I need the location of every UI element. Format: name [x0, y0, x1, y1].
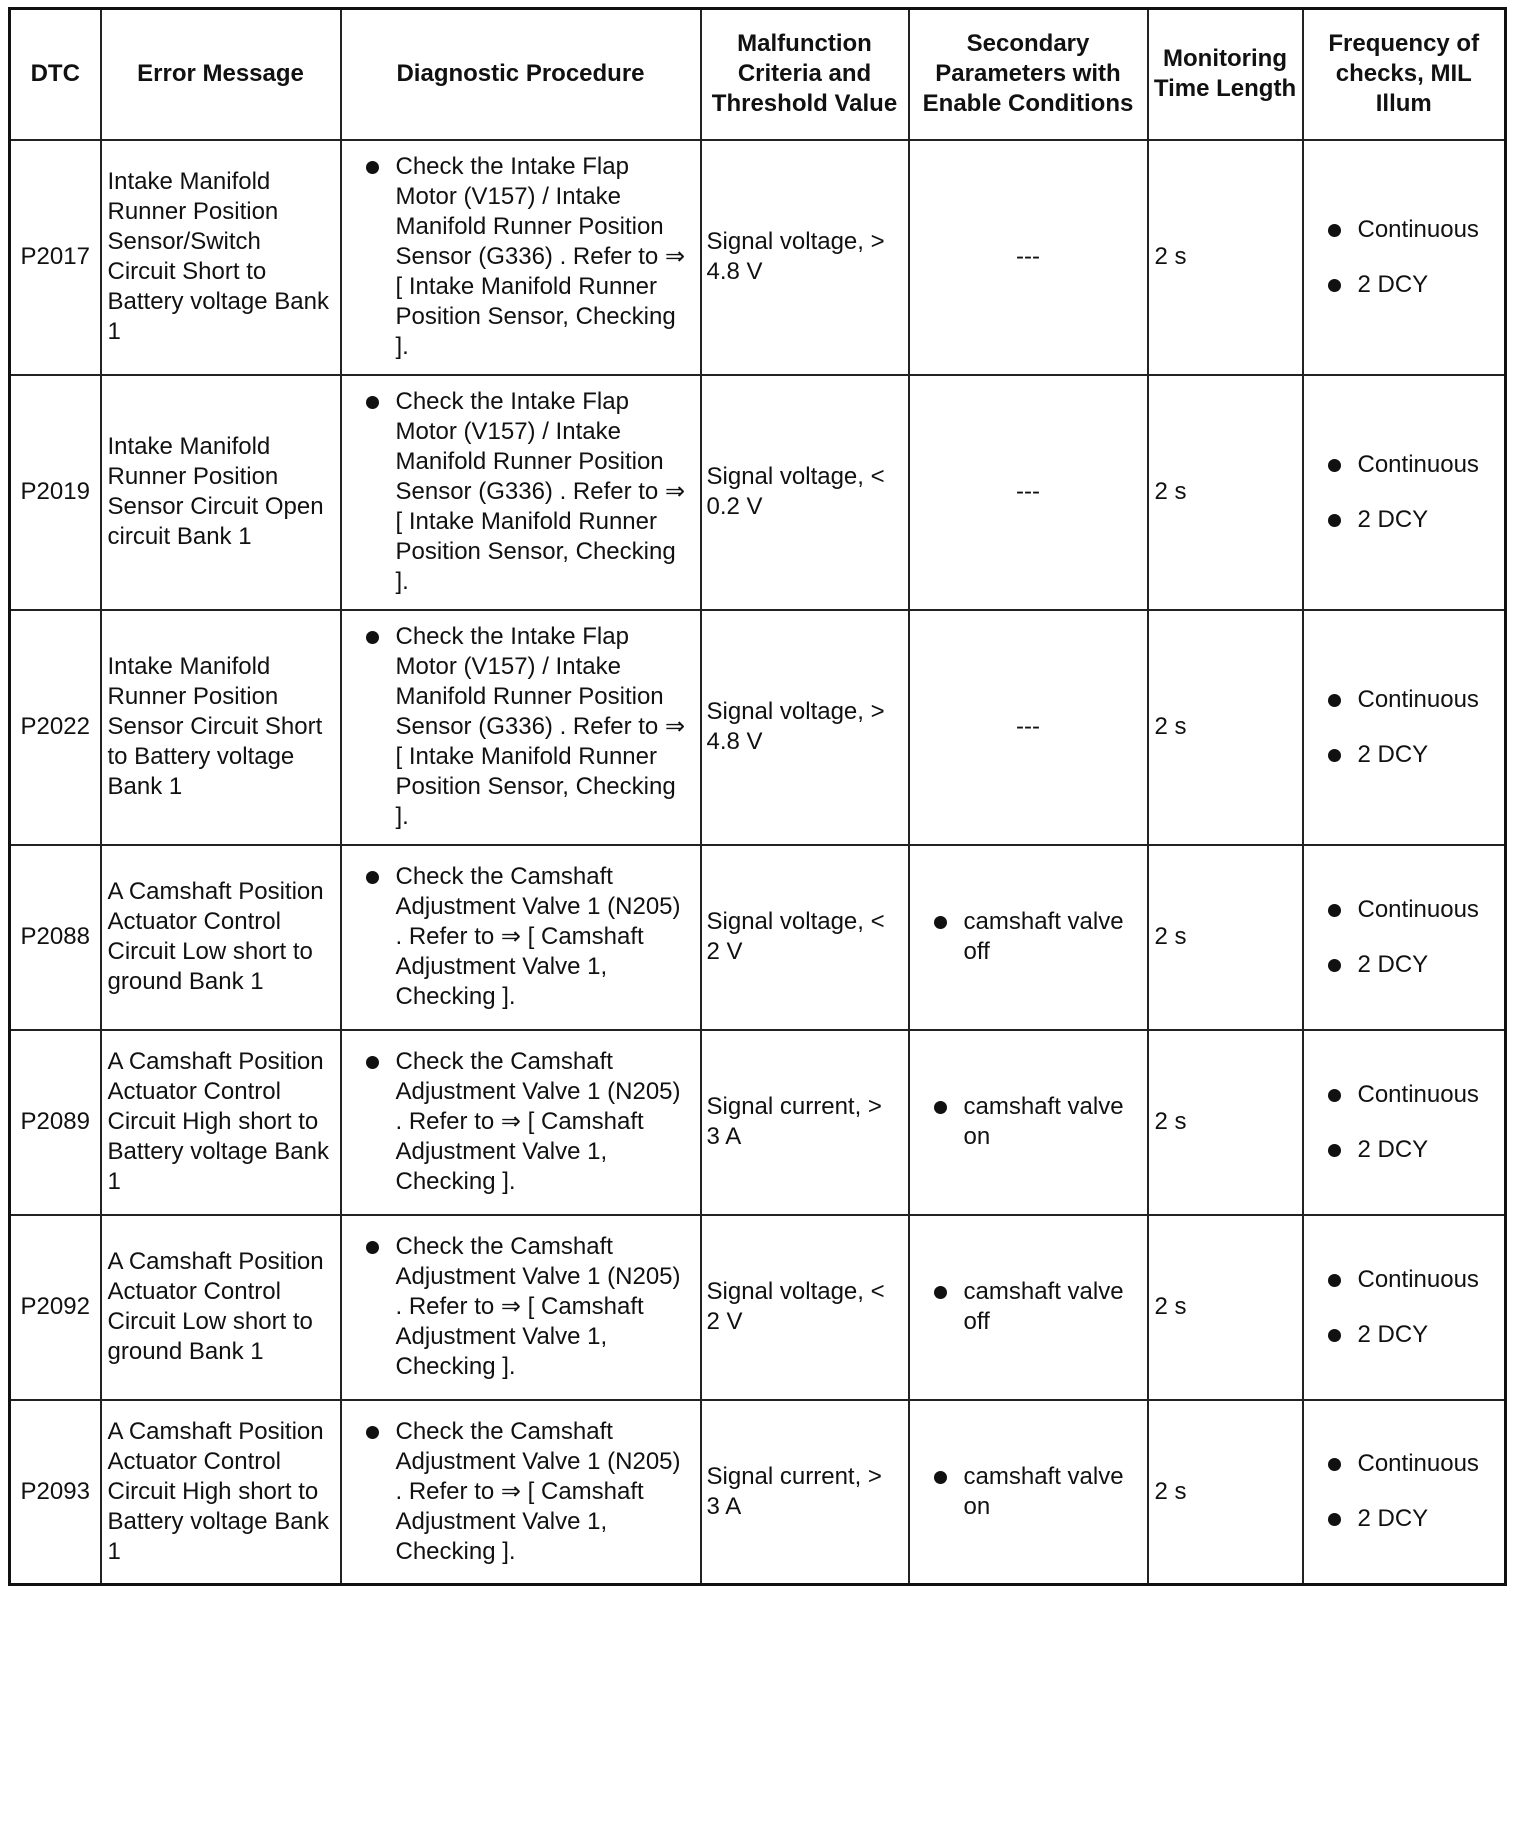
frequency-text: 2 DCY: [1357, 1320, 1429, 1348]
dtc-code-cell: P2088: [10, 845, 101, 1030]
bullet-icon: [366, 1426, 379, 1439]
frequency-text: Continuous: [1357, 1265, 1479, 1293]
bullet-icon: [1328, 694, 1341, 707]
secondary-parameter-item: [932, 1462, 1139, 1522]
frequency-item: [1326, 270, 1499, 300]
frequency-cell: [1303, 1400, 1506, 1585]
frequency-item: [1326, 450, 1499, 480]
error-message-cell: Intake Manifold Runner Position Sensor/Switch Circuit Short to Battery voltage Bank 1: [101, 140, 341, 375]
dtc-code-cell: P2093: [10, 1400, 101, 1585]
diagnostic-procedure-cell: [341, 1400, 701, 1585]
diagnostic-procedure-cell: [341, 1030, 701, 1215]
frequency-text: 2 DCY: [1357, 1505, 1429, 1533]
bullet-icon: [934, 1286, 947, 1299]
frequency-cell: [1303, 610, 1506, 845]
bullet-icon: [934, 1471, 947, 1484]
bullet-icon: [1328, 904, 1341, 917]
secondary-parameters-cell: [909, 140, 1148, 375]
monitoring-time-cell: 2 s: [1148, 375, 1303, 610]
frequency-text: Continuous: [1357, 685, 1479, 713]
diagnostic-procedure-cell: [341, 1215, 701, 1400]
diagnostic-procedure-cell: [341, 375, 701, 610]
dtc-code-cell: P2017: [10, 140, 101, 375]
secondary-parameters-cell: [909, 1030, 1148, 1215]
secondary-parameter-item: [932, 1092, 1139, 1152]
procedure-list-item: [364, 387, 692, 597]
secondary-parameter-text: ---: [1016, 478, 1040, 505]
diagnostic-procedure-cell: [341, 610, 701, 845]
header-monitoring-time: Monitoring Time Length: [1148, 9, 1303, 140]
secondary-parameter-text: camshaft valve off: [963, 908, 1124, 965]
dtc-code-cell: P2022: [10, 610, 101, 845]
error-message-cell: A Camshaft Position Actuator Control Circuit High short to Battery voltage Bank 1: [101, 1030, 341, 1215]
frequency-text: Continuous: [1357, 450, 1479, 478]
bullet-icon: [1328, 224, 1341, 237]
header-secondary-parameters: Secondary Parameters with Enable Conditions: [909, 9, 1148, 140]
frequency-item: [1326, 215, 1499, 245]
procedure-list-item: [364, 152, 692, 362]
frequency-text: Continuous: [1357, 215, 1479, 243]
bullet-icon: [1328, 1144, 1341, 1157]
frequency-text: 2 DCY: [1357, 950, 1429, 978]
bullet-icon: [366, 396, 379, 409]
procedure-text: Check the Camshaft Adjustment Valve 1 (N205) . Refer to ⇒ [ Camshaft Adjustment Valve 1, Checking ].: [395, 1417, 681, 1565]
procedure-text: Check the Intake Flap Motor (V157) / Intake Manifold Runner Position Sensor (G336) . Refer to ⇒ [ Intake Manifold Runner Position Sensor, Checking ].: [395, 388, 686, 595]
bullet-icon: [1328, 279, 1341, 292]
frequency-text: 2 DCY: [1357, 1135, 1429, 1163]
secondary-parameter-text: camshaft valve on: [963, 1462, 1124, 1520]
error-message-cell: A Camshaft Position Actuator Control Circuit Low short to ground Bank 1: [101, 1215, 341, 1400]
error-message-cell: Intake Manifold Runner Position Sensor Circuit Open circuit Bank 1: [101, 375, 341, 610]
bullet-icon: [366, 1056, 379, 1069]
procedure-list-item: [364, 1232, 692, 1382]
frequency-item: [1326, 740, 1499, 770]
bullet-icon: [1328, 749, 1341, 762]
bullet-icon: [1328, 459, 1341, 472]
table-header-row: [10, 9, 1506, 140]
dtc-code-cell: P2092: [10, 1215, 101, 1400]
bullet-icon: [1328, 959, 1341, 972]
bullet-icon: [934, 916, 947, 929]
secondary-parameters-cell: [909, 845, 1148, 1030]
monitoring-time-cell: 2 s: [1148, 1400, 1303, 1585]
header-frequency: Frequency of checks, MIL Illum: [1303, 9, 1506, 140]
table-body: [10, 140, 1506, 1585]
monitoring-time-cell: 2 s: [1148, 610, 1303, 845]
error-message-cell: Intake Manifold Runner Position Sensor Circuit Short to Battery voltage Bank 1: [101, 610, 341, 845]
malfunction-criteria-cell: Signal current, > 3 A: [701, 1030, 909, 1215]
frequency-item: [1326, 1504, 1499, 1534]
header-malfunction-criteria: Malfunction Criteria and Threshold Value: [701, 9, 909, 140]
frequency-text: 2 DCY: [1357, 270, 1429, 298]
table-row: [10, 845, 1506, 1030]
malfunction-criteria-cell: Signal voltage, < 0.2 V: [701, 375, 909, 610]
table-row: [10, 610, 1506, 845]
malfunction-criteria-cell: Signal voltage, > 4.8 V: [701, 610, 909, 845]
bullet-icon: [1328, 1329, 1341, 1342]
dtc-table: [8, 7, 1507, 1586]
secondary-parameter-text: camshaft valve on: [963, 1093, 1124, 1150]
frequency-cell: [1303, 845, 1506, 1030]
bullet-icon: [1328, 1458, 1341, 1471]
frequency-cell: [1303, 140, 1506, 375]
frequency-text: 2 DCY: [1357, 740, 1429, 768]
secondary-parameter-text: ---: [1016, 713, 1040, 740]
frequency-item: [1326, 1320, 1499, 1350]
bullet-icon: [934, 1101, 947, 1114]
secondary-parameters-cell: [909, 1400, 1148, 1585]
malfunction-criteria-cell: Signal voltage, > 4.8 V: [701, 140, 909, 375]
frequency-cell: [1303, 1215, 1506, 1400]
dtc-code-cell: P2089: [10, 1030, 101, 1215]
bullet-icon: [366, 1241, 379, 1254]
secondary-parameters-cell: [909, 1215, 1148, 1400]
dtc-code-cell: P2019: [10, 375, 101, 610]
secondary-parameter-text: camshaft valve off: [963, 1278, 1124, 1335]
frequency-item: [1326, 505, 1499, 535]
table-row: [10, 1400, 1506, 1585]
procedure-text: Check the Intake Flap Motor (V157) / Intake Manifold Runner Position Sensor (G336) . Refer to ⇒ [ Intake Manifold Runner Position Sensor, Checking ].: [395, 623, 686, 830]
procedure-text: Check the Camshaft Adjustment Valve 1 (N205) . Refer to ⇒ [ Camshaft Adjustment Valve 1, Checking ].: [395, 1233, 681, 1380]
bullet-icon: [1328, 1089, 1341, 1102]
bullet-icon: [1328, 1513, 1341, 1526]
secondary-parameter-item: [932, 907, 1139, 967]
frequency-item: [1326, 685, 1499, 715]
table-row: [10, 1215, 1506, 1400]
procedure-text: Check the Camshaft Adjustment Valve 1 (N205) . Refer to ⇒ [ Camshaft Adjustment Valve 1, Checking ].: [395, 1048, 681, 1195]
frequency-text: 2 DCY: [1357, 505, 1429, 533]
secondary-parameters-cell: [909, 375, 1148, 610]
header-diagnostic-procedure: Diagnostic Procedure: [341, 9, 701, 140]
monitoring-time-cell: 2 s: [1148, 845, 1303, 1030]
frequency-item: [1326, 1135, 1499, 1165]
error-message-cell: A Camshaft Position Actuator Control Circuit Low short to ground Bank 1: [101, 845, 341, 1030]
procedure-text: Check the Camshaft Adjustment Valve 1 (N205) . Refer to ⇒ [ Camshaft Adjustment Valve 1, Checking ].: [395, 863, 681, 1010]
table-row: [10, 375, 1506, 610]
malfunction-criteria-cell: Signal current, > 3 A: [701, 1400, 909, 1585]
malfunction-criteria-cell: Signal voltage, < 2 V: [701, 1215, 909, 1400]
dtc-table-container: [8, 7, 1507, 1586]
error-message-cell: A Camshaft Position Actuator Control Circuit High short to Battery voltage Bank 1: [101, 1400, 341, 1585]
frequency-text: Continuous: [1357, 1080, 1479, 1108]
header-dtc: DTC: [10, 9, 101, 140]
secondary-parameters-cell: [909, 610, 1148, 845]
table-row: [10, 140, 1506, 375]
diagnostic-procedure-cell: [341, 845, 701, 1030]
frequency-item: [1326, 1080, 1499, 1110]
bullet-icon: [1328, 514, 1341, 527]
procedure-list-item: [364, 862, 692, 1012]
frequency-item: [1326, 1265, 1499, 1295]
frequency-cell: [1303, 1030, 1506, 1215]
bullet-icon: [366, 161, 379, 174]
bullet-icon: [366, 631, 379, 644]
secondary-parameter-text: ---: [1016, 243, 1040, 270]
bullet-icon: [366, 871, 379, 884]
frequency-cell: [1303, 375, 1506, 610]
diagnostic-procedure-cell: [341, 140, 701, 375]
monitoring-time-cell: 2 s: [1148, 1215, 1303, 1400]
procedure-list-item: [364, 1417, 692, 1567]
bullet-icon: [1328, 1274, 1341, 1287]
secondary-parameter-item: [932, 1277, 1139, 1337]
procedure-list-item: [364, 1047, 692, 1197]
frequency-item: [1326, 895, 1499, 925]
malfunction-criteria-cell: Signal voltage, < 2 V: [701, 845, 909, 1030]
procedure-text: Check the Intake Flap Motor (V157) / Intake Manifold Runner Position Sensor (G336) . Refer to ⇒ [ Intake Manifold Runner Position Sensor, Checking ].: [395, 153, 686, 360]
frequency-text: Continuous: [1357, 1450, 1479, 1478]
frequency-text: Continuous: [1357, 895, 1479, 923]
header-error-message: Error Message: [101, 9, 341, 140]
table-row: [10, 1030, 1506, 1215]
procedure-list-item: [364, 622, 692, 832]
frequency-item: [1326, 950, 1499, 980]
monitoring-time-cell: 2 s: [1148, 140, 1303, 375]
monitoring-time-cell: 2 s: [1148, 1030, 1303, 1215]
frequency-item: [1326, 1449, 1499, 1479]
